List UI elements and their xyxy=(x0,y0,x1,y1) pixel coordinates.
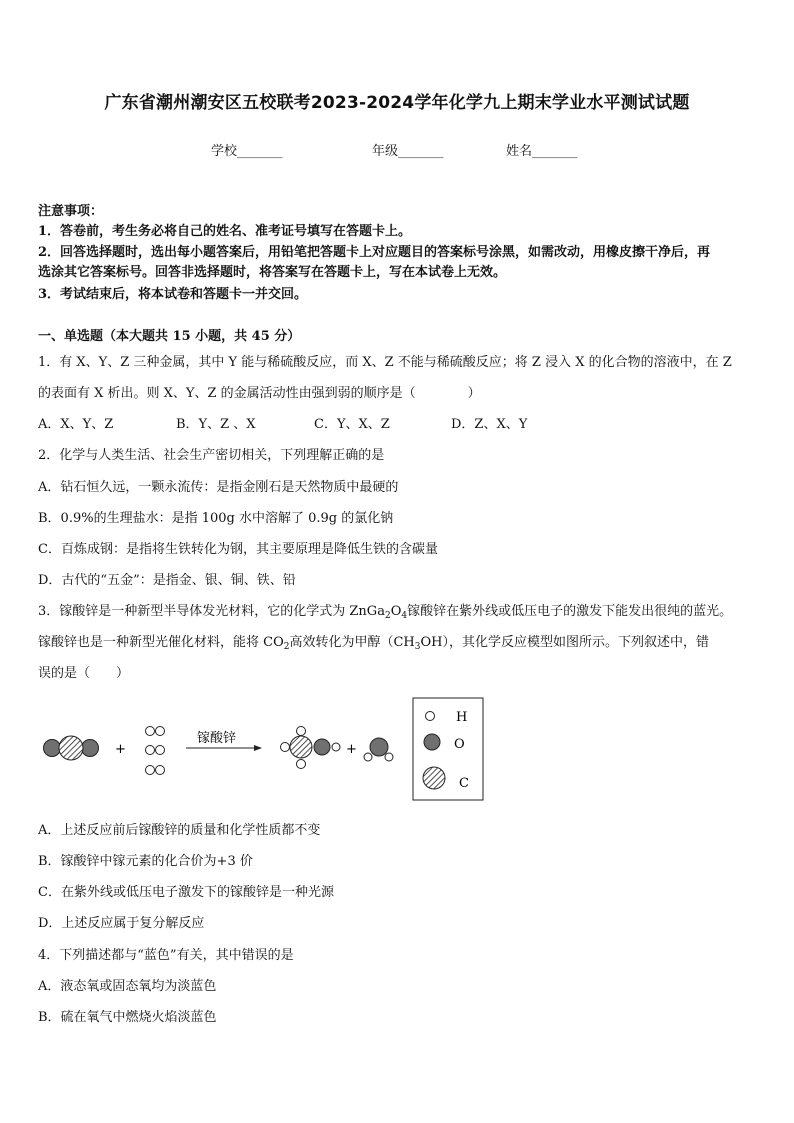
h-atom xyxy=(146,766,155,775)
notice-item: 2．回答选择题时，选出每小题答案后，用铅笔把答题卡上对应题目的答案标号涂黑，如需改动，用橡皮擦干净后，再 xyxy=(38,245,711,260)
o-atom xyxy=(370,738,388,756)
q1-option-c: C．Y、X、Z xyxy=(314,417,390,432)
atom-legend xyxy=(413,698,483,800)
h-atom xyxy=(146,727,155,736)
reaction-model-diagram xyxy=(0,690,520,806)
q2-option-a: A．钻石恒久远，一颗永流传：是指金刚石是天然物质中最硬的 xyxy=(38,480,399,495)
school-field: 学校_______ xyxy=(211,144,283,159)
c-atom xyxy=(290,736,312,758)
q1-option-b: B．Y、Z 、X xyxy=(176,417,256,432)
h-atom xyxy=(281,743,290,752)
q2-option-b: B．0.9%的生理盐水：是指 100g 水中溶解了 0.9g 的氯化钠 xyxy=(38,511,394,526)
h-atom xyxy=(297,727,306,736)
q3-stem-line1: 3．镓酸锌是一种新型半导体发光材料，它的化学式为 $ZnGa_2O_4$镓酸锌在紫外线或低压电子的激发下能发出很纯的蓝光。 xyxy=(38,604,733,621)
catalyst-label: 镓酸锌 xyxy=(197,731,237,746)
plus-sign: + xyxy=(346,742,357,757)
h2-molecules xyxy=(146,727,165,775)
h-atom xyxy=(364,753,372,761)
notice-item: 1．答卷前，考生务必将自己的姓名、准考证号填写在答题卡上。 xyxy=(38,224,412,239)
q4-option-b: B．硫在氧气中燃烧火焰淡蓝色 xyxy=(38,1010,217,1025)
c-atom xyxy=(59,736,83,760)
legend-h-symbol xyxy=(426,712,435,721)
legend-c-symbol xyxy=(423,767,445,789)
legend-h-label: H xyxy=(456,710,468,725)
q1-stem-line1: 1．有 X、Y、Z 三种金属，其中 Y 能与稀硫酸反应，而 X、Z 不能与稀硫酸反应；将 Z 浸入 X 的化合物的溶液中，在 Z xyxy=(38,355,732,370)
q2-option-d: D．古代的“五金”：是指金、银、铜、铁、铅 xyxy=(38,573,296,588)
name-field: 姓名_______ xyxy=(506,144,578,159)
q3-stem-line2: 镓酸锌也是一种新型光催化材料，能将 $CO_2$高效转化为甲醇$(CH_3OH)$，其化学反应模型如图所示。下列叙述中，错 xyxy=(38,635,710,652)
plus-sign: + xyxy=(115,742,126,757)
q3-option-d: D．上述反应属于复分解反应 xyxy=(38,916,205,931)
h-atom xyxy=(156,766,165,775)
water-molecule xyxy=(364,738,393,761)
q3-option-a: A．上述反应前后镓酸锌的质量和化学性质都不变 xyxy=(38,823,321,838)
grade-field: 年级_______ xyxy=(372,144,444,159)
legend-c-label: C xyxy=(459,776,469,791)
h-atom xyxy=(332,743,340,751)
methanol-molecule xyxy=(281,727,341,769)
notice-heading: 注意事项： xyxy=(38,204,104,219)
o-atom xyxy=(44,740,61,757)
h-atom xyxy=(385,753,393,761)
q2-stem: 2．化学与人类生活、社会生产密切相关，下列理解正确的是 xyxy=(38,448,385,463)
co2-molecule xyxy=(44,736,99,760)
h-atom xyxy=(156,746,165,755)
h-atom xyxy=(156,727,165,736)
legend-o-symbol xyxy=(424,734,440,750)
q3-option-c: C．在紫外线或低压电子激发下的镓酸锌是一种光源 xyxy=(38,885,334,900)
h-atom xyxy=(146,746,155,755)
notice-item: 3．考试结束后，将本试卷和答题卡一并交回。 xyxy=(38,287,308,302)
q1-option-a: A．X、Y、Z xyxy=(38,417,114,432)
notice-item: 选涂其它答案标号。回答非选择题时，将答案写在答题卡上，写在本试卷上无效。 xyxy=(38,265,507,280)
q3-option-b: B．镓酸锌中镓元素的化合价为+3 价 xyxy=(38,854,253,869)
arrow-head xyxy=(254,745,262,751)
o-atom xyxy=(314,739,330,755)
q3-stem-line3: 误的是（ ） xyxy=(38,666,130,681)
q2-option-c: C．百炼成钢：是指将生铁转化为钢，其主要原理是降低生铁的含碳量 xyxy=(38,542,438,557)
q4-stem: 4．下列描述都与“蓝色”有关，其中错误的是 xyxy=(38,948,294,963)
h-atom xyxy=(297,760,306,769)
q1-option-d: D．Z、X、Y xyxy=(451,417,528,432)
page-title: 广东省潮州潮安区五校联考2023-2024学年化学九上期末学业水平测试试题 xyxy=(104,93,690,113)
q4-option-a: A．液态氧或固态氧均为淡蓝色 xyxy=(38,979,217,994)
o-atom xyxy=(82,740,99,757)
section-heading: 一、单选题（本大题共 15 小题，共 45 分） xyxy=(38,329,301,344)
q1-stem-line2: 的表面有 X 析出。则 X、Y、Z 的金属活动性由强到弱的顺序是（ ） xyxy=(38,386,481,401)
legend-o-label: O xyxy=(454,737,465,752)
